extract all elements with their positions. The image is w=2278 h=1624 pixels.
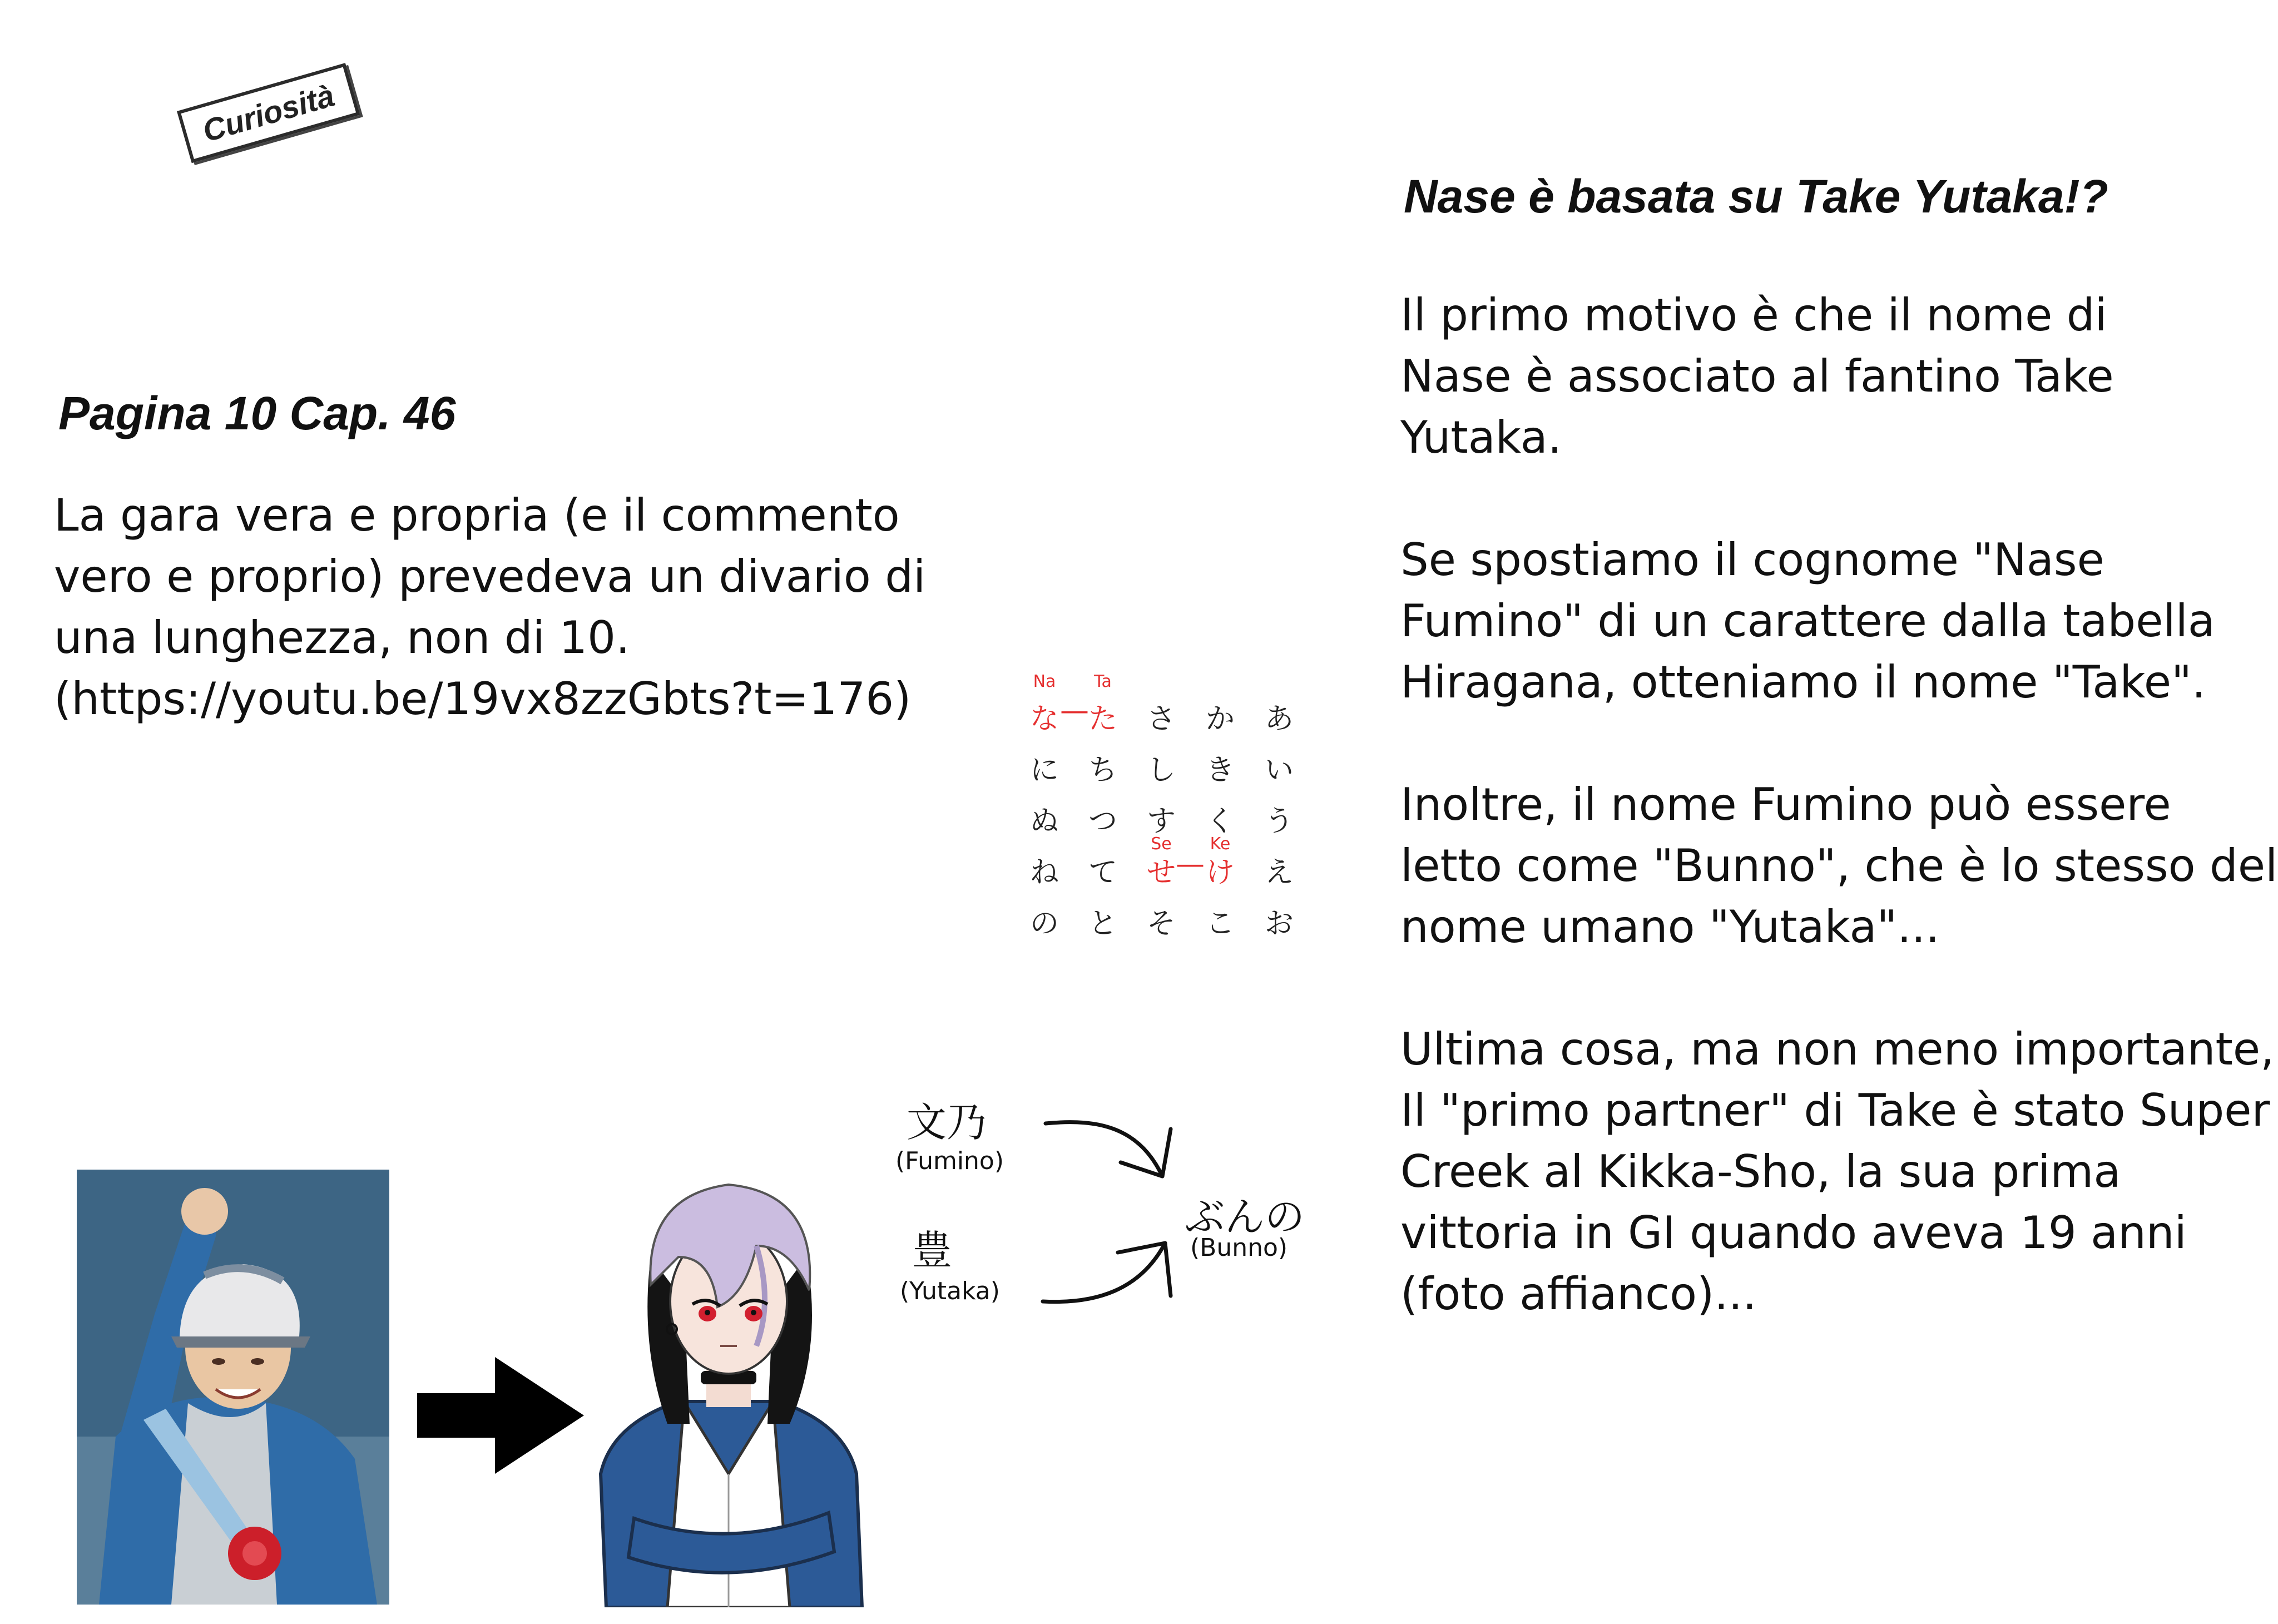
kana-cell: に [1029, 754, 1059, 787]
shift-dash-icon: — [1176, 848, 1205, 881]
paragraph-line: letto come "Bunno", che è lo stesso del [1400, 840, 2278, 892]
paragraph-line: Nase è associato al fantino Take [1400, 350, 2114, 402]
right-arrow-icon [417, 1357, 590, 1474]
note-ta: Ta [1094, 672, 1112, 691]
kana-row [1022, 798, 1311, 849]
anime-character-illustration [590, 1162, 868, 1607]
left-line: vero e proprio) prevedeva un divario di [54, 551, 926, 602]
stamp-label: Curiosità [199, 77, 338, 148]
kana-cell: あ [1264, 702, 1294, 736]
jockey-photo [77, 1170, 389, 1605]
kana-cell: つ [1088, 805, 1117, 838]
kana-cell: た [1088, 702, 1117, 736]
kana-row [1022, 849, 1311, 900]
paragraph-line: Creek al Kikka-Sho, la sua prima [1400, 1146, 2121, 1197]
paragraph [1400, 285, 2277, 468]
kana-cell: せ [1146, 856, 1176, 889]
kana-cell: ぬ [1029, 805, 1059, 838]
kana-cell: こ [1205, 907, 1235, 940]
kana-row [1022, 900, 1311, 951]
curved-arrows-icon [1034, 1107, 1201, 1313]
kana-cell: て [1088, 856, 1117, 889]
kanji-yutaka: 豊 [912, 1227, 953, 1274]
paragraph-line: Ultima cosa, ma non meno importante, [1400, 1023, 2275, 1075]
kana-cell: そ [1146, 907, 1176, 940]
paragraph-line: Hiragana, otteniamo il nome "Take". [1400, 656, 2206, 708]
left-body [54, 485, 925, 730]
kana-cell: の [1029, 907, 1059, 940]
kana-cell: く [1205, 805, 1235, 838]
kana-cell: な [1029, 702, 1059, 736]
curiosita-stamp [177, 63, 360, 163]
paragraph [1400, 529, 2277, 713]
paragraph-line: Fumino" di un carattere dalla tabella [1400, 595, 2215, 647]
paragraph-line: Inoltre, il nome Fumino può essere [1400, 779, 2171, 830]
kana-cell: け [1205, 856, 1235, 889]
kana-row [1022, 746, 1311, 798]
paragraph [1400, 774, 2277, 958]
kana-cell: か [1205, 702, 1235, 736]
paragraph-line: Yutaka. [1400, 412, 1562, 463]
left-line: La gara vera e propria (e il commento [54, 489, 900, 541]
kana-cell: う [1264, 805, 1294, 838]
paragraph-line: nome umano "Yutaka"... [1400, 901, 1940, 953]
paragraph-line: (foto affianco)... [1400, 1268, 1757, 1320]
kana-cell: ち [1088, 754, 1117, 787]
paragraph-line: Se spostiamo il cognome "Nase [1400, 534, 2104, 586]
kana-cell: え [1264, 856, 1294, 889]
kana-cell: お [1264, 907, 1294, 940]
paragraph [1400, 1019, 2277, 1325]
kanji-fumino: 文乃 [907, 1099, 987, 1146]
shift-dash-icon: — [1060, 694, 1089, 727]
kana-cell: ね [1029, 856, 1059, 889]
paragraph-line: vittoria in GI quando aveva 19 anni [1400, 1207, 2187, 1259]
paragraph-line: Il primo motivo è che il nome di [1400, 289, 2107, 341]
kana-bunno: ぶんの [1185, 1194, 1305, 1240]
note-na: Na [1033, 672, 1056, 691]
kana-row [1022, 695, 1311, 746]
kana-cell: さ [1146, 702, 1176, 736]
paragraph-line: Il "primo partner" di Take è stato Super [1400, 1085, 2270, 1136]
kana-cell: き [1205, 754, 1235, 787]
reading-bunno: (Bunno) [1190, 1234, 1288, 1262]
note-ke: Ke [1210, 834, 1231, 854]
reading-yutaka: (Yutaka) [900, 1277, 1000, 1305]
right-body [1400, 285, 2277, 1386]
left-line: (https://youtu.be/19vx8zzGbts?t=176) [54, 673, 912, 725]
kana-cell: し [1146, 754, 1176, 787]
note-se: Se [1151, 834, 1172, 854]
kana-cell: す [1146, 805, 1176, 838]
right-heading: Nase è basata su Take Yutaka!? [1404, 170, 2108, 222]
kana-cell: と [1088, 907, 1117, 940]
left-heading: Pagina 10 Cap. 46 [58, 387, 456, 439]
reading-fumino: (Fumino) [895, 1147, 1004, 1175]
hiragana-table [1022, 673, 1311, 951]
left-line: una lunghezza, non di 10. [54, 612, 630, 664]
kana-cell: い [1264, 754, 1294, 787]
